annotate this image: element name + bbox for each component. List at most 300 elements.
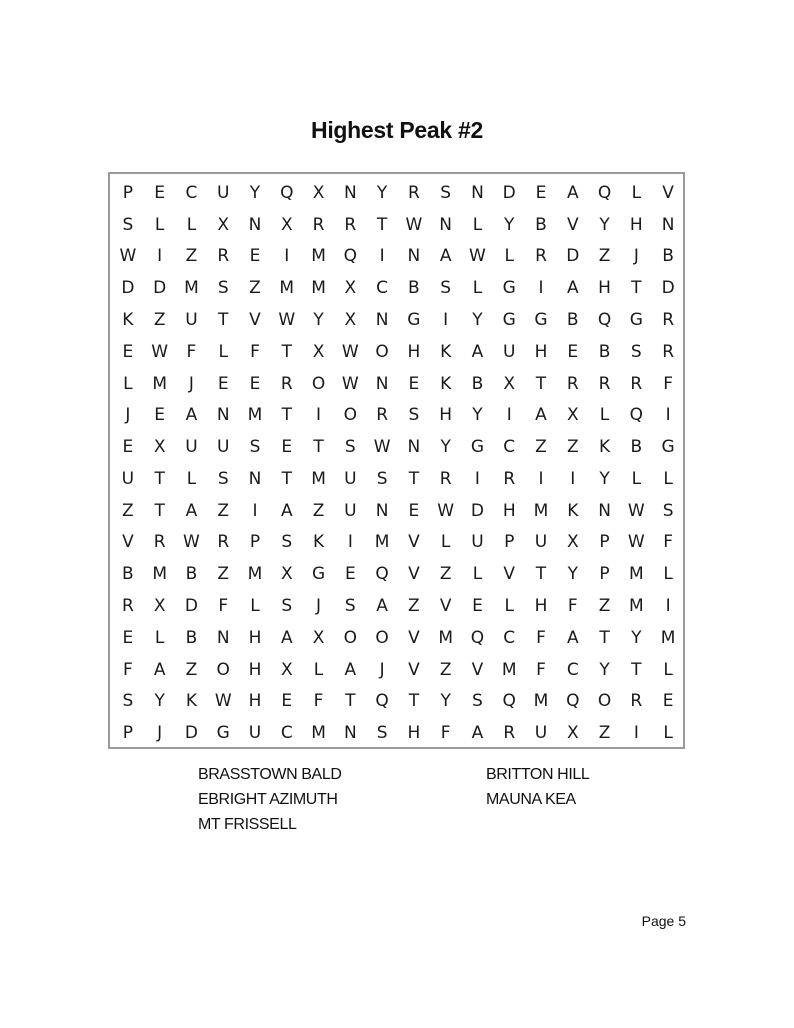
- grid-cell[interactable]: Q: [375, 564, 389, 585]
- grid-cell[interactable]: A: [566, 627, 579, 648]
- grid-cell[interactable]: N: [407, 246, 421, 267]
- grid-cell[interactable]: T: [154, 468, 165, 489]
- grid-cell[interactable]: L: [472, 564, 483, 585]
- grid-cell[interactable]: N: [375, 500, 389, 521]
- grid-cell[interactable]: E: [408, 373, 420, 394]
- grid-cell[interactable]: U: [185, 309, 198, 330]
- grid-cell[interactable]: R: [121, 595, 134, 616]
- grid-cell[interactable]: R: [217, 246, 230, 267]
- grid-cell[interactable]: R: [662, 309, 675, 330]
- grid-cell[interactable]: S: [249, 437, 261, 458]
- grid-cell[interactable]: Y: [440, 437, 451, 458]
- grid-cell[interactable]: P: [122, 723, 134, 744]
- grid-cell[interactable]: S: [408, 405, 420, 426]
- grid-cell[interactable]: E: [281, 437, 293, 458]
- grid-cell[interactable]: X: [566, 723, 579, 744]
- grid-cell[interactable]: R: [503, 468, 516, 489]
- grid-cell[interactable]: Z: [408, 595, 420, 616]
- grid-cell[interactable]: X: [344, 278, 357, 299]
- grid-cell[interactable]: M: [247, 405, 263, 426]
- grid-cell[interactable]: N: [248, 214, 262, 235]
- grid-cell[interactable]: V: [503, 564, 516, 585]
- grid-cell[interactable]: A: [566, 278, 579, 299]
- grid-cell[interactable]: A: [280, 500, 293, 521]
- grid-cell[interactable]: P: [122, 182, 134, 203]
- grid-cell[interactable]: T: [281, 405, 292, 426]
- grid-cell[interactable]: L: [154, 214, 165, 235]
- grid-cell[interactable]: X: [312, 182, 325, 203]
- grid-cell[interactable]: M: [533, 500, 549, 521]
- grid-cell[interactable]: I: [252, 500, 258, 521]
- grid-cell[interactable]: W: [373, 437, 391, 458]
- grid-cell[interactable]: E: [344, 564, 356, 585]
- grid-cell[interactable]: B: [630, 437, 643, 458]
- grid-cell[interactable]: L: [663, 564, 673, 585]
- grid-cell[interactable]: E: [154, 405, 166, 426]
- grid-cell[interactable]: D: [184, 595, 198, 616]
- grid-cell[interactable]: F: [440, 723, 451, 744]
- grid-cell[interactable]: E: [217, 373, 229, 394]
- grid-cell[interactable]: E: [662, 691, 674, 712]
- grid-cell[interactable]: O: [375, 341, 389, 362]
- grid-cell[interactable]: X: [503, 373, 516, 394]
- grid-cell[interactable]: E: [281, 691, 293, 712]
- grid-cell[interactable]: M: [247, 564, 263, 585]
- grid-cell[interactable]: R: [566, 373, 579, 394]
- grid-cell[interactable]: U: [344, 468, 357, 489]
- grid-cell[interactable]: L: [186, 468, 197, 489]
- grid-cell[interactable]: T: [154, 500, 165, 521]
- grid-cell[interactable]: W: [341, 373, 359, 394]
- grid-cell[interactable]: C: [503, 627, 516, 648]
- grid-cell[interactable]: Y: [567, 564, 578, 585]
- grid-cell[interactable]: E: [249, 373, 261, 394]
- grid-cell[interactable]: X: [280, 564, 293, 585]
- grid-cell[interactable]: T: [631, 659, 642, 680]
- grid-cell[interactable]: X: [153, 595, 166, 616]
- grid-cell[interactable]: H: [407, 723, 421, 744]
- grid-cell[interactable]: S: [217, 468, 229, 489]
- grid-cell[interactable]: W: [341, 341, 359, 362]
- grid-cell[interactable]: I: [538, 468, 544, 489]
- grid-cell[interactable]: X: [280, 214, 293, 235]
- grid-cell[interactable]: G: [661, 437, 675, 458]
- grid-cell[interactable]: E: [122, 437, 134, 458]
- grid-cell[interactable]: H: [439, 405, 453, 426]
- grid-cell[interactable]: D: [184, 723, 198, 744]
- grid-cell[interactable]: G: [502, 278, 516, 299]
- grid-cell[interactable]: S: [217, 278, 229, 299]
- grid-cell[interactable]: S: [472, 691, 483, 712]
- grid-cell[interactable]: A: [376, 595, 388, 616]
- grid-cell[interactable]: Z: [217, 500, 230, 521]
- grid-cell[interactable]: W: [214, 691, 232, 712]
- grid-cell[interactable]: E: [472, 595, 483, 616]
- grid-cell[interactable]: M: [311, 468, 326, 489]
- grid-cell[interactable]: B: [185, 564, 198, 585]
- grid-cell[interactable]: P: [504, 532, 515, 553]
- grid-cell[interactable]: Q: [566, 691, 580, 712]
- grid-cell[interactable]: B: [471, 373, 484, 394]
- grid-cell[interactable]: K: [122, 309, 134, 330]
- grid-cell[interactable]: X: [312, 341, 325, 362]
- grid-cell[interactable]: T: [345, 691, 356, 712]
- grid-cell[interactable]: X: [566, 405, 579, 426]
- grid-cell[interactable]: U: [534, 532, 548, 553]
- grid-cell[interactable]: T: [599, 627, 610, 648]
- grid-cell[interactable]: R: [630, 373, 643, 394]
- grid-cell[interactable]: A: [471, 341, 484, 362]
- grid-cell[interactable]: D: [661, 278, 675, 299]
- grid-cell[interactable]: M: [311, 278, 326, 299]
- grid-cell[interactable]: W: [278, 309, 296, 330]
- grid-cell[interactable]: B: [535, 214, 547, 235]
- grid-cell[interactable]: L: [472, 278, 483, 299]
- grid-cell[interactable]: O: [311, 373, 326, 394]
- grid-cell[interactable]: V: [249, 309, 261, 330]
- grid-cell[interactable]: I: [316, 405, 322, 426]
- grid-cell[interactable]: Y: [154, 691, 165, 712]
- grid-cell[interactable]: D: [153, 278, 167, 299]
- grid-cell[interactable]: H: [598, 278, 611, 299]
- grid-cell[interactable]: T: [218, 309, 229, 330]
- grid-cell[interactable]: Z: [535, 437, 547, 458]
- grid-cell[interactable]: Z: [439, 564, 452, 585]
- grid-cell[interactable]: W: [405, 214, 423, 235]
- grid-cell[interactable]: S: [122, 691, 134, 712]
- grid-cell[interactable]: D: [121, 278, 135, 299]
- grid-cell[interactable]: A: [185, 405, 198, 426]
- grid-cell[interactable]: S: [281, 532, 293, 553]
- grid-cell[interactable]: H: [534, 341, 548, 362]
- grid-cell[interactable]: T: [535, 564, 547, 585]
- grid-cell[interactable]: H: [248, 627, 262, 648]
- grid-cell[interactable]: A: [280, 627, 293, 648]
- grid-cell[interactable]: T: [535, 373, 547, 394]
- grid-cell[interactable]: N: [471, 182, 484, 203]
- grid-cell[interactable]: M: [311, 723, 326, 744]
- grid-cell[interactable]: I: [570, 468, 576, 489]
- grid-cell[interactable]: W: [119, 246, 137, 267]
- grid-cell[interactable]: W: [627, 500, 645, 521]
- grid-cell[interactable]: K: [598, 437, 611, 458]
- grid-cell[interactable]: B: [566, 309, 579, 330]
- grid-cell[interactable]: Z: [598, 595, 611, 616]
- grid-cell[interactable]: X: [153, 437, 166, 458]
- grid-cell[interactable]: M: [184, 278, 199, 299]
- grid-cell[interactable]: M: [279, 278, 295, 299]
- grid-cell[interactable]: L: [504, 595, 514, 616]
- grid-cell[interactable]: N: [216, 405, 230, 426]
- grid-cell[interactable]: S: [662, 500, 674, 521]
- grid-cell[interactable]: L: [631, 182, 642, 203]
- grid-cell[interactable]: N: [248, 468, 262, 489]
- grid-cell[interactable]: A: [344, 659, 357, 680]
- grid-cell[interactable]: R: [535, 246, 547, 267]
- grid-cell[interactable]: M: [438, 627, 453, 648]
- grid-cell[interactable]: R: [407, 182, 420, 203]
- grid-cell[interactable]: L: [440, 532, 451, 553]
- grid-cell[interactable]: G: [470, 437, 485, 458]
- grid-cell[interactable]: V: [122, 532, 134, 553]
- grid-cell[interactable]: F: [663, 532, 673, 553]
- grid-cell[interactable]: M: [152, 373, 167, 394]
- grid-cell[interactable]: F: [218, 595, 229, 616]
- grid-cell[interactable]: W: [437, 500, 455, 521]
- grid-cell[interactable]: Y: [472, 309, 483, 330]
- grid-cell[interactable]: Z: [153, 309, 166, 330]
- grid-cell[interactable]: T: [281, 341, 292, 362]
- grid-cell[interactable]: F: [186, 341, 197, 362]
- grid-cell[interactable]: E: [122, 627, 134, 648]
- grid-cell[interactable]: R: [503, 723, 516, 744]
- grid-cell[interactable]: R: [217, 532, 230, 553]
- grid-cell[interactable]: Z: [185, 659, 198, 680]
- grid-cell[interactable]: F: [250, 341, 260, 362]
- grid-cell[interactable]: H: [502, 500, 516, 521]
- grid-cell[interactable]: R: [312, 214, 325, 235]
- grid-cell[interactable]: V: [471, 659, 484, 680]
- grid-cell[interactable]: E: [567, 341, 579, 362]
- grid-cell[interactable]: Q: [470, 627, 485, 648]
- grid-cell[interactable]: L: [313, 659, 324, 680]
- grid-cell[interactable]: L: [663, 659, 673, 680]
- grid-cell[interactable]: U: [216, 182, 230, 203]
- grid-cell[interactable]: Z: [598, 723, 611, 744]
- grid-cell[interactable]: D: [566, 246, 580, 267]
- grid-cell[interactable]: K: [312, 532, 325, 553]
- grid-cell[interactable]: F: [663, 373, 673, 394]
- grid-cell[interactable]: Z: [217, 564, 230, 585]
- grid-cell[interactable]: U: [248, 723, 262, 744]
- grid-cell[interactable]: Y: [599, 468, 610, 489]
- grid-cell[interactable]: Y: [313, 309, 324, 330]
- grid-cell[interactable]: J: [157, 723, 163, 744]
- grid-cell[interactable]: V: [439, 595, 452, 616]
- grid-cell[interactable]: Y: [472, 405, 483, 426]
- grid-cell[interactable]: Z: [249, 278, 261, 299]
- grid-cell[interactable]: L: [123, 373, 133, 394]
- grid-cell[interactable]: K: [567, 500, 579, 521]
- grid-cell[interactable]: M: [628, 564, 644, 585]
- grid-cell[interactable]: S: [344, 595, 356, 616]
- grid-cell[interactable]: V: [662, 182, 674, 203]
- grid-cell[interactable]: S: [281, 595, 293, 616]
- grid-cell[interactable]: N: [375, 309, 389, 330]
- grid-cell[interactable]: T: [408, 468, 420, 489]
- grid-cell[interactable]: U: [502, 341, 516, 362]
- grid-cell[interactable]: W: [627, 532, 645, 553]
- grid-cell[interactable]: E: [122, 341, 134, 362]
- grid-cell[interactable]: A: [439, 246, 452, 267]
- grid-cell[interactable]: V: [408, 659, 420, 680]
- grid-cell[interactable]: I: [157, 246, 163, 267]
- grid-cell[interactable]: R: [662, 341, 675, 362]
- grid-cell[interactable]: L: [663, 468, 673, 489]
- grid-cell[interactable]: Z: [598, 246, 611, 267]
- grid-cell[interactable]: U: [216, 437, 230, 458]
- grid-cell[interactable]: L: [504, 246, 514, 267]
- grid-cell[interactable]: Q: [597, 182, 612, 203]
- grid-cell[interactable]: V: [408, 532, 420, 553]
- grid-cell[interactable]: W: [469, 246, 486, 267]
- grid-cell[interactable]: T: [631, 278, 642, 299]
- grid-cell[interactable]: D: [470, 500, 484, 521]
- grid-cell[interactable]: Y: [599, 659, 610, 680]
- grid-cell[interactable]: K: [440, 373, 452, 394]
- grid-cell[interactable]: I: [284, 246, 290, 267]
- grid-cell[interactable]: L: [472, 214, 483, 235]
- grid-cell[interactable]: V: [408, 627, 420, 648]
- grid-cell[interactable]: J: [125, 405, 131, 426]
- grid-cell[interactable]: M: [152, 564, 167, 585]
- grid-cell[interactable]: C: [376, 278, 389, 299]
- grid-cell[interactable]: N: [375, 373, 389, 394]
- grid-cell[interactable]: N: [439, 214, 453, 235]
- grid-cell[interactable]: X: [280, 659, 293, 680]
- grid-cell[interactable]: Y: [440, 691, 451, 712]
- grid-cell[interactable]: C: [566, 659, 579, 680]
- grid-cell[interactable]: N: [598, 500, 611, 521]
- grid-cell[interactable]: M: [533, 691, 549, 712]
- grid-cell[interactable]: E: [535, 182, 547, 203]
- grid-cell[interactable]: Z: [185, 246, 198, 267]
- grid-cell[interactable]: F: [567, 595, 578, 616]
- grid-cell[interactable]: P: [599, 564, 610, 585]
- grid-cell[interactable]: B: [185, 627, 198, 648]
- grid-cell[interactable]: V: [566, 214, 579, 235]
- grid-cell[interactable]: J: [188, 373, 194, 394]
- grid-cell[interactable]: X: [312, 627, 325, 648]
- grid-cell[interactable]: M: [374, 532, 390, 553]
- grid-cell[interactable]: D: [502, 182, 516, 203]
- grid-cell[interactable]: A: [535, 405, 547, 426]
- grid-cell[interactable]: E: [408, 500, 420, 521]
- grid-cell[interactable]: S: [376, 468, 388, 489]
- grid-cell[interactable]: Q: [502, 691, 516, 712]
- grid-cell[interactable]: I: [347, 532, 353, 553]
- grid-cell[interactable]: Y: [376, 182, 388, 203]
- grid-cell[interactable]: Q: [280, 182, 294, 203]
- grid-cell[interactable]: G: [311, 564, 326, 585]
- grid-cell[interactable]: B: [598, 341, 611, 362]
- grid-cell[interactable]: L: [250, 595, 260, 616]
- grid-cell[interactable]: E: [154, 182, 166, 203]
- grid-cell[interactable]: S: [630, 341, 642, 362]
- grid-cell[interactable]: Z: [439, 659, 452, 680]
- grid-cell[interactable]: J: [316, 595, 322, 616]
- grid-cell[interactable]: Y: [504, 214, 515, 235]
- grid-cell[interactable]: X: [566, 532, 579, 553]
- grid-cell[interactable]: I: [474, 468, 480, 489]
- grid-cell[interactable]: S: [440, 182, 452, 203]
- grid-cell[interactable]: A: [471, 723, 484, 744]
- grid-cell[interactable]: K: [185, 691, 198, 712]
- grid-cell[interactable]: F: [122, 659, 133, 680]
- grid-cell[interactable]: R: [598, 373, 611, 394]
- grid-cell[interactable]: O: [343, 405, 358, 426]
- grid-cell[interactable]: G: [407, 309, 421, 330]
- grid-cell[interactable]: S: [376, 723, 388, 744]
- grid-cell[interactable]: A: [185, 500, 198, 521]
- grid-cell[interactable]: Z: [566, 437, 579, 458]
- grid-cell[interactable]: I: [538, 278, 544, 299]
- grid-cell[interactable]: R: [376, 405, 389, 426]
- grid-cell[interactable]: L: [599, 405, 610, 426]
- grid-cell[interactable]: A: [153, 659, 166, 680]
- grid-cell[interactable]: T: [281, 468, 292, 489]
- grid-cell[interactable]: L: [218, 341, 228, 362]
- grid-cell[interactable]: C: [185, 182, 198, 203]
- grid-cell[interactable]: Y: [249, 182, 261, 203]
- grid-cell[interactable]: I: [443, 309, 449, 330]
- grid-cell[interactable]: E: [249, 246, 261, 267]
- grid-cell[interactable]: K: [440, 341, 452, 362]
- grid-cell[interactable]: G: [629, 309, 643, 330]
- grid-cell[interactable]: B: [408, 278, 420, 299]
- grid-cell[interactable]: O: [343, 627, 358, 648]
- grid-cell[interactable]: H: [534, 595, 548, 616]
- grid-cell[interactable]: I: [506, 405, 512, 426]
- grid-cell[interactable]: G: [502, 309, 516, 330]
- grid-cell[interactable]: R: [153, 532, 166, 553]
- grid-cell[interactable]: X: [344, 309, 357, 330]
- grid-cell[interactable]: Z: [122, 500, 134, 521]
- grid-cell[interactable]: L: [186, 214, 197, 235]
- grid-cell[interactable]: N: [661, 214, 675, 235]
- grid-cell[interactable]: N: [407, 437, 421, 458]
- grid-cell[interactable]: I: [665, 405, 671, 426]
- grid-cell[interactable]: O: [375, 627, 389, 648]
- grid-cell[interactable]: M: [628, 595, 644, 616]
- grid-cell[interactable]: C: [280, 723, 293, 744]
- grid-cell[interactable]: U: [534, 723, 548, 744]
- grid-cell[interactable]: S: [344, 437, 356, 458]
- grid-cell[interactable]: W: [151, 341, 169, 362]
- grid-cell[interactable]: L: [154, 627, 165, 648]
- grid-cell[interactable]: B: [662, 246, 674, 267]
- grid-cell[interactable]: Q: [629, 405, 644, 426]
- grid-cell[interactable]: P: [249, 532, 261, 553]
- grid-cell[interactable]: H: [248, 691, 262, 712]
- grid-cell[interactable]: I: [633, 723, 639, 744]
- grid-cell[interactable]: H: [248, 659, 262, 680]
- grid-cell[interactable]: Q: [375, 691, 389, 712]
- grid-cell[interactable]: G: [216, 723, 230, 744]
- grid-cell[interactable]: O: [216, 659, 230, 680]
- grid-cell[interactable]: Z: [312, 500, 325, 521]
- grid-cell[interactable]: B: [122, 564, 134, 585]
- grid-cell[interactable]: U: [344, 500, 357, 521]
- grid-cell[interactable]: S: [122, 214, 134, 235]
- grid-cell[interactable]: J: [633, 246, 639, 267]
- grid-cell[interactable]: V: [408, 564, 420, 585]
- grid-cell[interactable]: T: [313, 437, 324, 458]
- grid-cell[interactable]: H: [629, 214, 643, 235]
- grid-cell[interactable]: N: [343, 723, 357, 744]
- grid-cell[interactable]: T: [408, 691, 420, 712]
- grid-cell[interactable]: J: [379, 659, 385, 680]
- grid-cell[interactable]: S: [440, 278, 452, 299]
- grid-cell[interactable]: P: [599, 532, 610, 553]
- grid-cell[interactable]: L: [663, 723, 673, 744]
- grid-cell[interactable]: F: [313, 691, 324, 712]
- grid-cell[interactable]: N: [343, 182, 357, 203]
- grid-cell[interactable]: Y: [631, 627, 642, 648]
- grid-cell[interactable]: Q: [343, 246, 358, 267]
- grid-cell[interactable]: G: [534, 309, 548, 330]
- grid-cell[interactable]: R: [439, 468, 452, 489]
